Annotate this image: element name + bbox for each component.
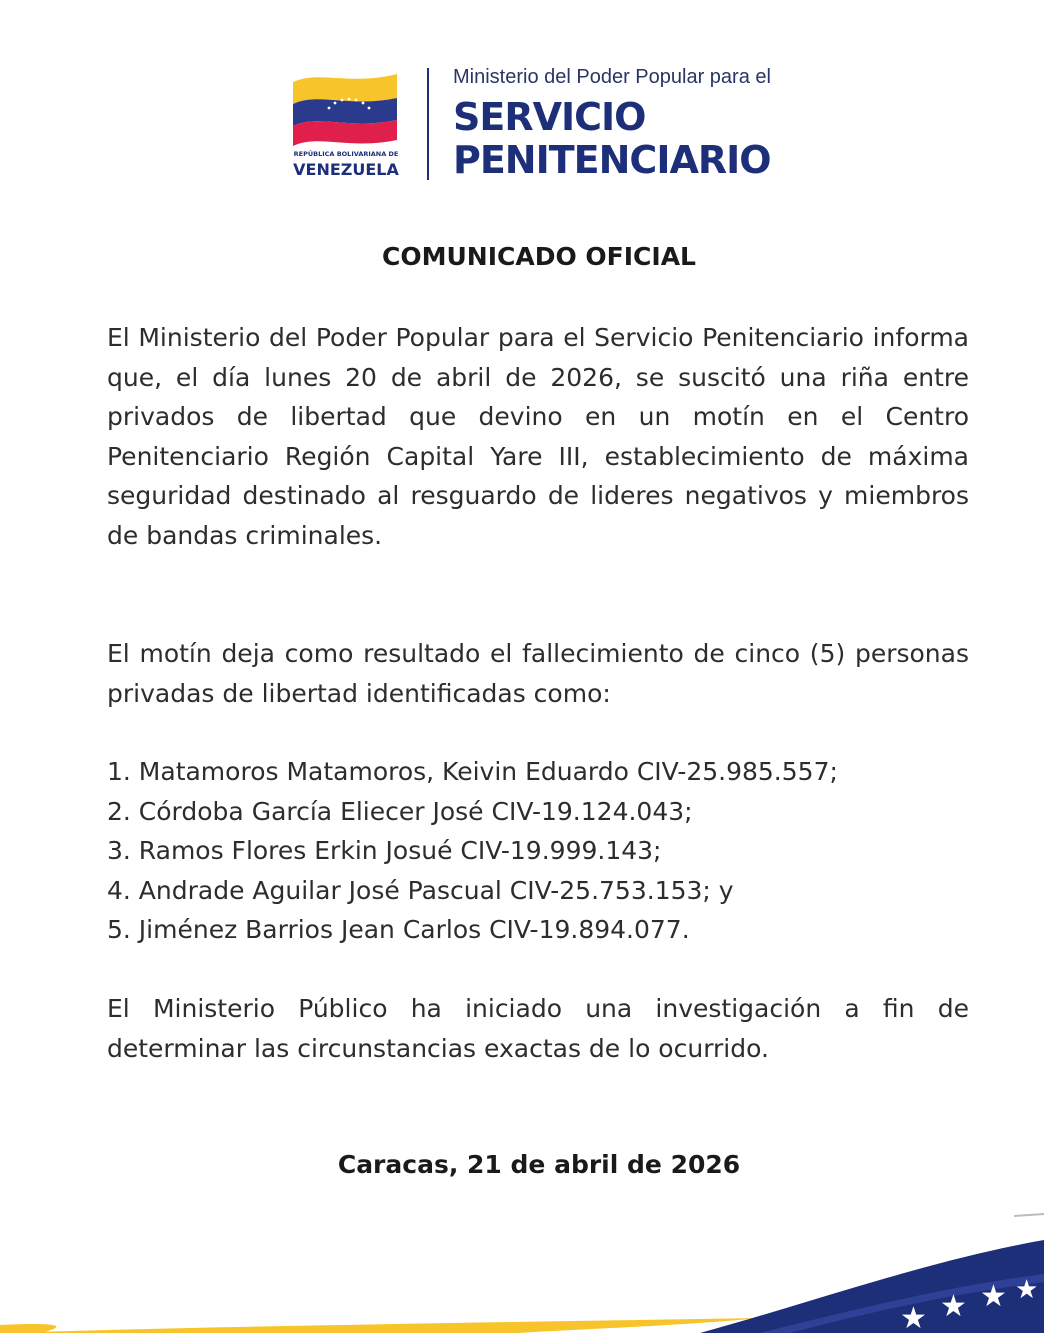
list-item: 4. Andrade Aguilar José Pascual CIV-25.753.153; y <box>107 875 734 905</box>
venezuela-flag-logo <box>289 68 401 148</box>
paragraph-investigation: El Ministerio Público ha iniciado una investigación a fin de determinar las circunstancias exactas de lo ocurrido. <box>107 994 969 1063</box>
republic-label: REPÚBLICA BOLIVARIANA DE <box>293 150 399 158</box>
list-item: 5. Jiménez Barrios Jean Carlos CIV-19.894.077. <box>107 915 690 944</box>
svg-text:★: ★ <box>940 1289 967 1324</box>
signoff-date: Caracas, 21 de abril de 2026 <box>337 1150 741 1179</box>
list-item: 3. Ramos Flores Erkin Josué CIV-19.999.143; <box>107 836 662 865</box>
ministry-line: Ministerio del Poder Popular para el <box>453 66 771 88</box>
list-item: 2. Córdoba García Eliecer José CIV-19.124.043; <box>107 796 693 826</box>
header-divider <box>427 68 429 180</box>
svg-text:★: ★ <box>900 1301 927 1333</box>
country-label: VENEZUELA <box>293 160 399 179</box>
service-title-line-2: PENITENCIARIO <box>453 138 771 182</box>
paragraph-incident: El Ministerio del Poder Popular para el Servicio Penitenciario informa que, el día lunes 20 de abril de 2026, se suscitó una riña entre privados de libertad que devino en un motín en el Centro Penitenciario Región Capital Yare III, establecimiento de máxima seguridad destinado al resguardo de lideres negativos y miembros de bandas criminales. <box>107 323 969 550</box>
service-title-line-1: SERVICIO <box>453 95 646 139</box>
document-title: COMUNICADO OFICIAL <box>382 242 696 271</box>
footer-flag-wave <box>0 1190 1044 1333</box>
list-item: 1. Matamoros Matamoros, Keivin Eduardo CIV-25.985.557; <box>107 757 838 786</box>
svg-text:★: ★ <box>1015 1275 1039 1305</box>
svg-text:★: ★ <box>980 1279 1007 1314</box>
paragraph-result: El motín deja como resultado el fallecimiento de cinco (5) personas privadas de libertad identificadas como: <box>107 639 969 708</box>
deceased-list <box>107 752 987 950</box>
